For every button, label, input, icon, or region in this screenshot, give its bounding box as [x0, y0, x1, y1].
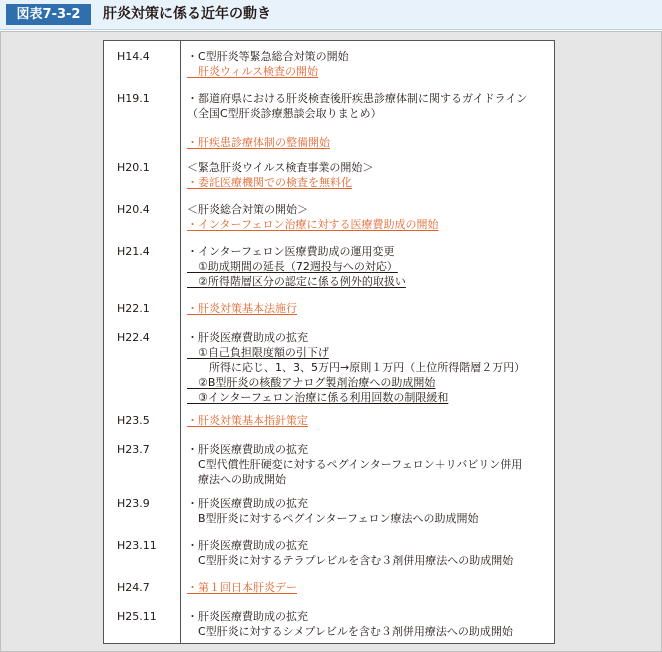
- entry-line-text: ①助成期間の延長（72週投与への対応）: [187, 260, 398, 273]
- entry-description: [187, 91, 547, 150]
- entry-line-text: ・都道府県における肝炎検査後肝疾患診療体制に関するガイドライン: [187, 92, 528, 105]
- entry-line: [187, 160, 547, 175]
- entry-description: [187, 442, 547, 487]
- entry-line-text: C型肝炎に対するシメプレビルを含む３剤併用療法への助成開始: [187, 625, 513, 638]
- entry-line: [187, 553, 547, 568]
- entry-description: [187, 580, 547, 595]
- entry-line: [187, 274, 547, 289]
- entry-line-text: ・肝炎医療費助成の拡充: [187, 539, 308, 552]
- entry-line-text: ＜緊急肝炎ウイルス検査事業の開始＞: [187, 161, 374, 174]
- entry-line: [187, 135, 547, 150]
- highlighted-milestone-text: ・インターフェロン治療に対する医療費助成の開始: [187, 218, 439, 231]
- entry-line: [187, 624, 547, 639]
- entry-line: [187, 91, 547, 106]
- entry-line: [187, 538, 547, 553]
- entry-description: [187, 202, 547, 232]
- entry-line-text: ・インターフェロン医療費助成の運用変更: [187, 245, 395, 258]
- entry-date: H23.5: [117, 414, 150, 427]
- entry-line: [187, 375, 547, 390]
- entry-description: [187, 609, 547, 639]
- entry-date: H22.4: [117, 331, 150, 344]
- entry-line: [187, 457, 547, 472]
- entry-line: [187, 442, 547, 457]
- entry-date: H21.4: [117, 245, 150, 258]
- entry-line-text: ・肝炎医療費助成の拡充: [187, 331, 308, 344]
- entry-date: H24.7: [117, 581, 150, 594]
- entry-line: [187, 175, 547, 190]
- entry-date: H20.1: [117, 161, 150, 174]
- entry-date: H25.11: [117, 610, 157, 623]
- entry-date: H23.7: [117, 443, 150, 456]
- entry-spacer: [187, 121, 547, 135]
- entry-date: H20.4: [117, 203, 150, 216]
- entry-line-text: B型肝炎に対するペグインターフェロン療法への助成開始: [187, 512, 479, 525]
- entry-line: [187, 496, 547, 511]
- entry-line: [187, 49, 547, 64]
- column-divider: [180, 41, 181, 643]
- entry-line-text: C型肝炎に対するテラプレビルを含む３剤併用療法への助成開始: [187, 554, 514, 567]
- entry-line: [187, 217, 547, 232]
- figure-header: [0, 0, 662, 30]
- entry-line-text: ・肝炎医療費助成の拡充: [187, 443, 308, 456]
- entry-description: [187, 496, 547, 526]
- entry-line: [187, 511, 547, 526]
- entry-line: [187, 609, 547, 624]
- entry-description: [187, 330, 547, 405]
- entry-date: H23.11: [117, 539, 157, 552]
- highlighted-milestone-text: ・肝炎対策基本指針策定: [187, 414, 308, 427]
- entry-description: [187, 301, 547, 316]
- entry-date: H19.1: [117, 92, 150, 105]
- figure-number-badge: 図表7-3-2: [6, 4, 91, 25]
- entry-line: [187, 413, 547, 428]
- entry-line: [187, 64, 547, 79]
- entry-line: [187, 301, 547, 316]
- entry-description: [187, 244, 547, 289]
- entry-line-text: ・肝炎医療費助成の拡充: [187, 610, 308, 623]
- entry-line-text: ②B型肝炎の核酸アナログ製剤治療への助成開始: [187, 376, 436, 389]
- entry-date: H14.4: [117, 50, 150, 63]
- entry-description: [187, 49, 547, 79]
- entry-line-text: ・C型肝炎等緊急総合対策の開始: [187, 50, 349, 63]
- entry-line: [187, 106, 547, 121]
- figure-title: 肝炎対策に係る近年の動き: [103, 6, 271, 22]
- entry-line-text: ②所得階層区分の認定に係る例外的取扱い: [187, 275, 406, 288]
- entry-line: [187, 259, 547, 274]
- entry-line: [187, 330, 547, 345]
- entry-date: H23.9: [117, 497, 150, 510]
- entry-line: [187, 345, 547, 360]
- entry-line-text: ①自己負担限度額の引下げ: [187, 346, 329, 359]
- timeline-table: [103, 40, 555, 644]
- highlighted-milestone-text: ・肝疾患診療体制の整備開始: [187, 136, 330, 149]
- entry-description: [187, 538, 547, 568]
- highlighted-milestone-text: 肝炎ウィルス検査の開始: [187, 65, 319, 78]
- entry-line: [187, 390, 547, 405]
- entry-line-text: （全国C型肝炎診療懇談会取りまとめ）: [187, 107, 382, 120]
- entry-line: [187, 580, 547, 595]
- figure-frame: [0, 31, 662, 652]
- highlighted-milestone-text: ・肝炎対策基本法施行: [187, 302, 297, 315]
- entry-line-text: 所得に応じ、1、3、5万円→原則１万円（上位所得階層２万円）: [187, 361, 526, 374]
- entry-line: [187, 202, 547, 217]
- highlighted-milestone-text: ・第１回日本肝炎デー: [187, 581, 297, 594]
- entry-line: [187, 472, 547, 487]
- entry-description: [187, 413, 547, 428]
- entry-line-text: C型代償性肝硬変に対するペグインターフェロン＋リバビリン併用: [187, 458, 523, 471]
- entry-line-text: ＜肝炎総合対策の開始＞: [187, 203, 308, 216]
- entry-line-text: ・肝炎医療費助成の拡充: [187, 497, 308, 510]
- entry-line: [187, 244, 547, 259]
- entry-line-text: ③インターフェロン治療に係る利用回数の制限緩和: [187, 391, 449, 404]
- entry-date: H22.1: [117, 302, 150, 315]
- entry-description: [187, 160, 547, 190]
- entry-line-text: 療法への助成開始: [187, 473, 286, 486]
- highlighted-milestone-text: ・委託医療機関での検査を無料化: [187, 176, 352, 189]
- entry-line: [187, 360, 547, 375]
